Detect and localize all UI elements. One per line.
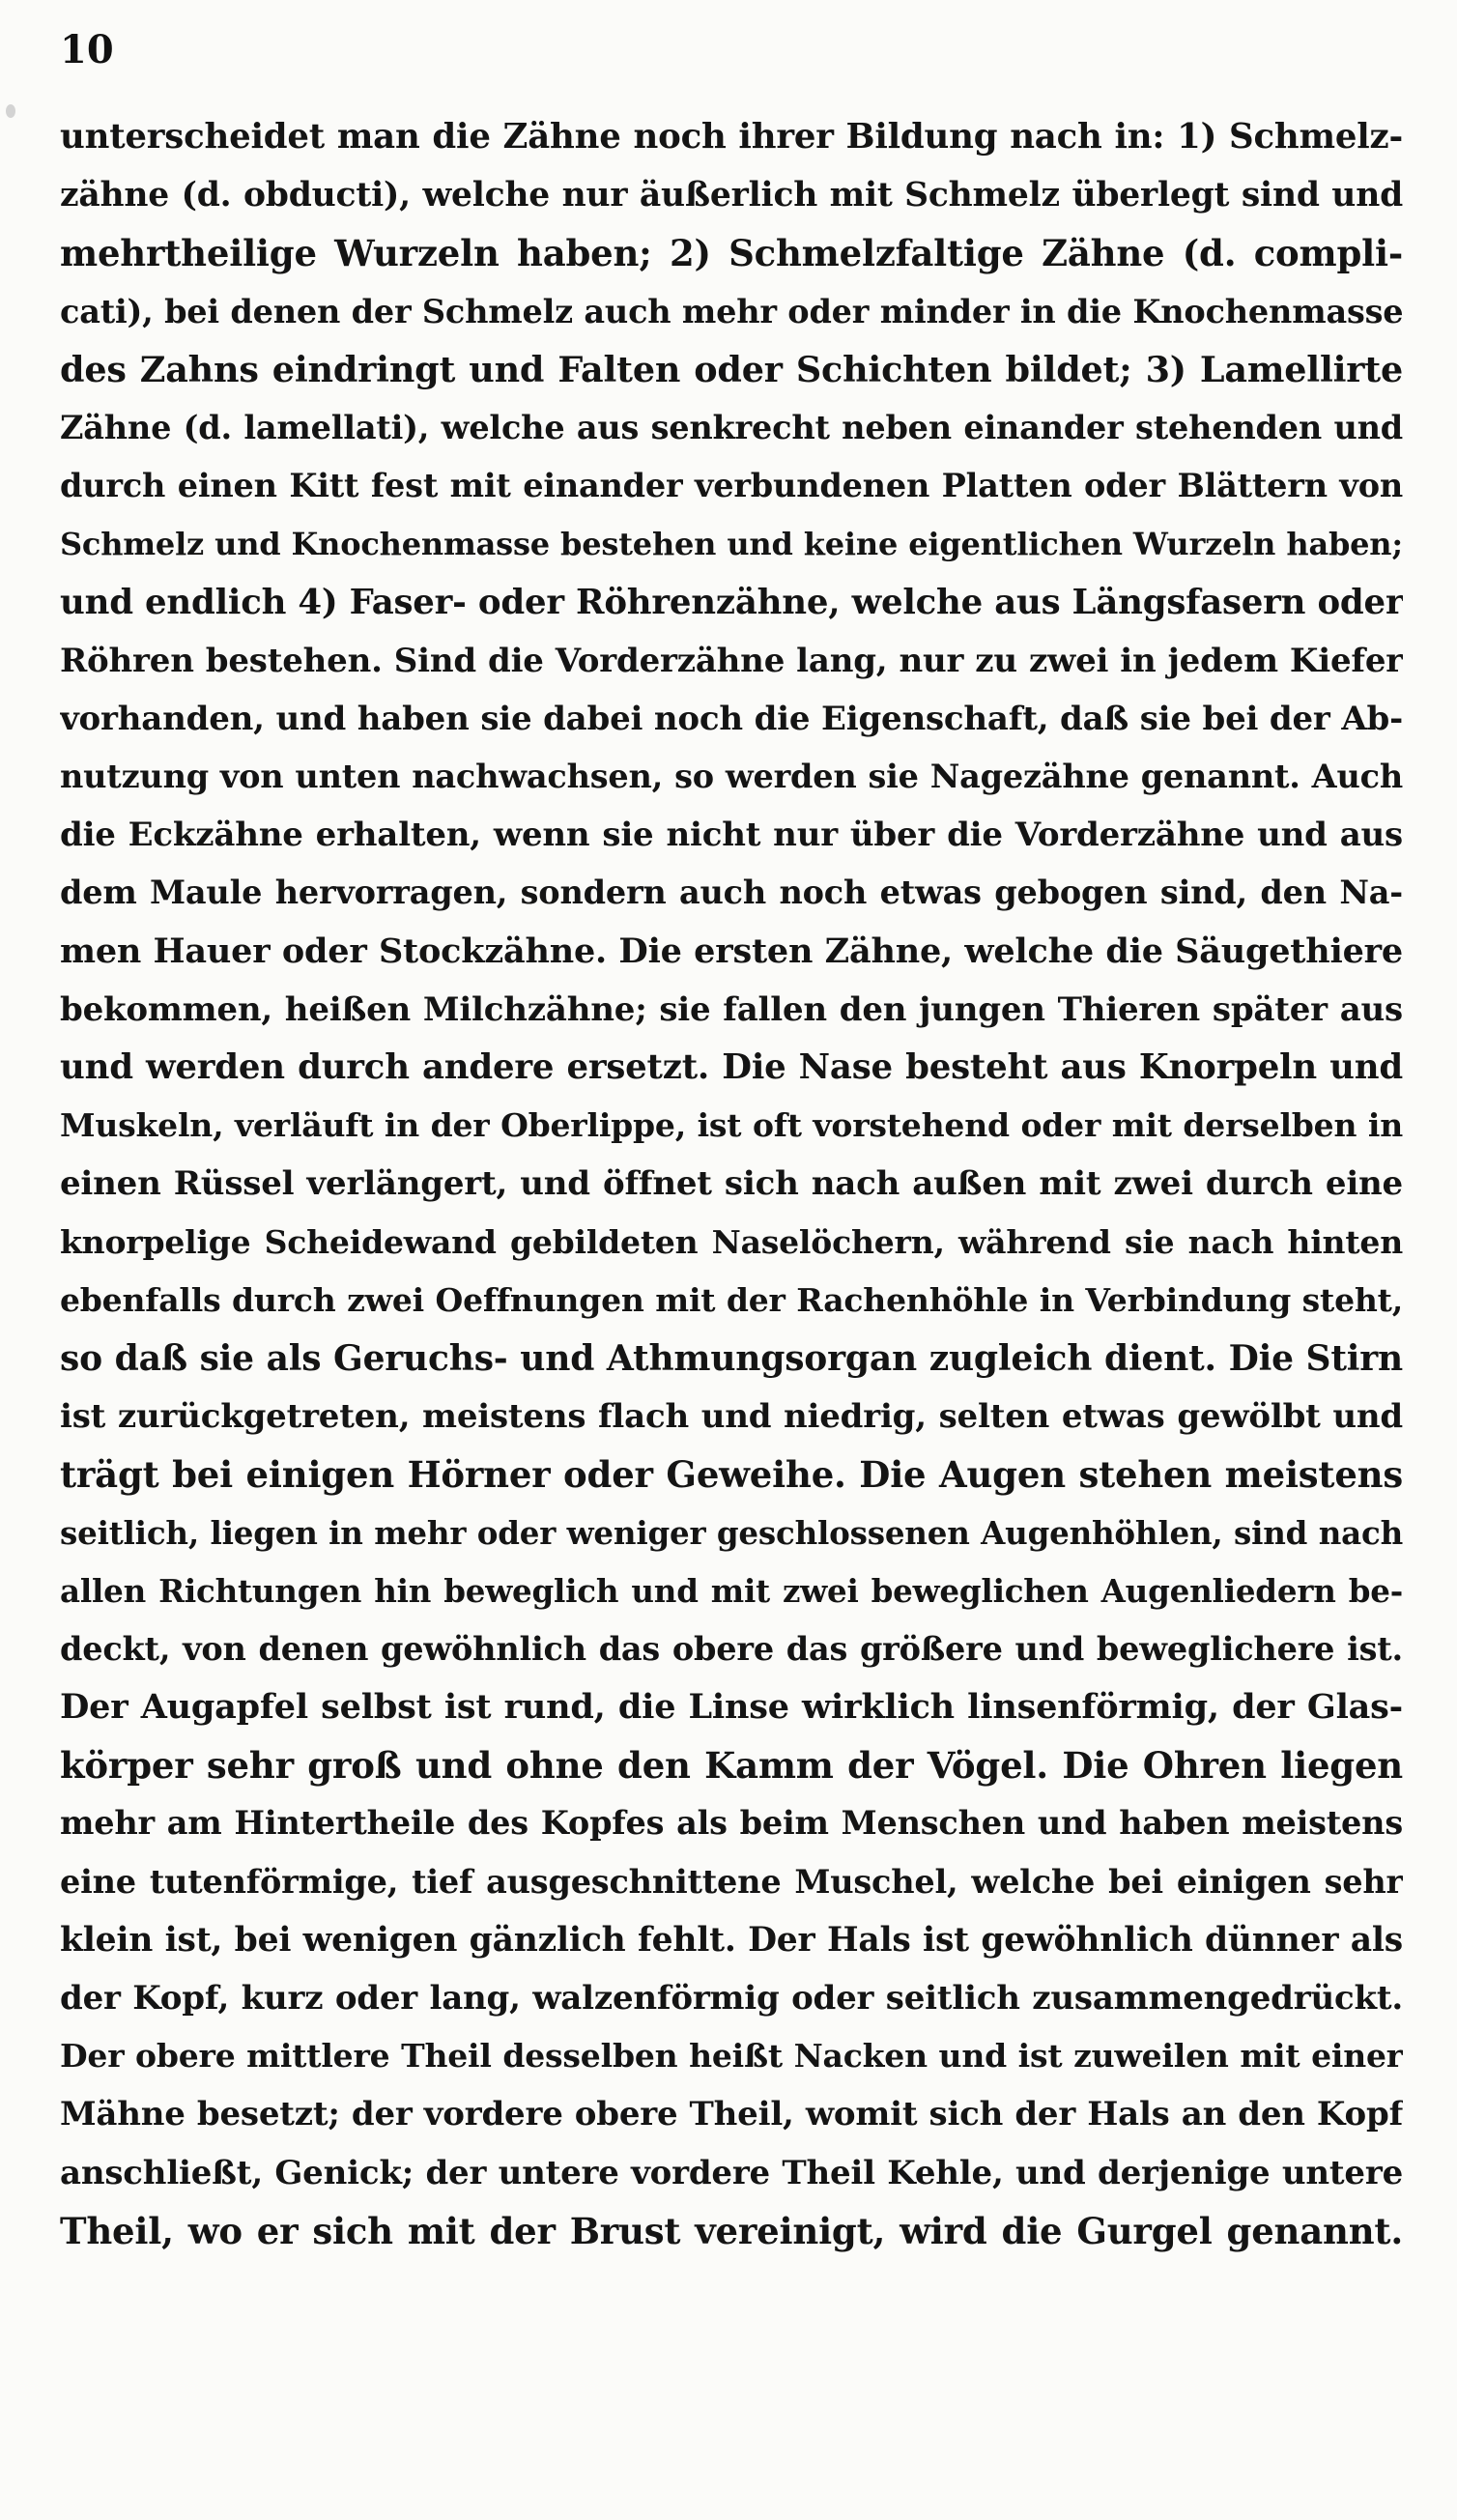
text-line: Zähne (d. lamellati), welche aus senkrecht neben einander stehenden und bbox=[60, 408, 1403, 446]
text-line: Theil, wo er sich mit der Brust vereinigt, wird die Gurgel genannt. bbox=[60, 2209, 1403, 2252]
text-line: trägt bei einigen Hörner oder Geweihe. Die Augen stehen meistens bbox=[60, 1453, 1403, 1497]
text-line: anschließt, Genick; der untere vordere Theil Kehle, und derjenige untere bbox=[60, 2153, 1403, 2192]
text-line: körper sehr groß und ohne den Kamm der Vögel. Die Ohren liegen bbox=[60, 1744, 1403, 1788]
text-line: klein ist, bei wenigen gänzlich fehlt. Der Hals ist gewöhnlich dünner als bbox=[60, 1920, 1403, 1960]
text-line: Röhren bestehen. Sind die Vorderzähne lang, nur zu zwei in jedem Kiefer bbox=[60, 641, 1403, 680]
text-line: ist zurückgetreten, meistens flach und niedrig, selten etwas gewölbt und bbox=[60, 1397, 1403, 1437]
text-line: eine tutenförmige, tief ausgeschnittene Muschel, welche bei einigen sehr bbox=[60, 1862, 1403, 1901]
text-line: mehr am Hintertheile des Kopfes als beim Menschen und haben meistens bbox=[60, 1804, 1403, 1843]
text-line: Mähne besetzt; der vordere obere Theil, womit sich der Hals an den Kopf bbox=[60, 2095, 1403, 2134]
text-line: einen Rüssel verlängert, und öffnet sich nach außen mit zwei durch eine bbox=[60, 1164, 1403, 1204]
text-line: und werden durch andere ersetzt. Die Nase besteht aus Knorpeln und bbox=[60, 1047, 1403, 1087]
text-line: Muskeln, verläuft in der Oberlippe, ist oft vorstehend oder mit derselben in bbox=[60, 1106, 1403, 1145]
text-line: allen Richtungen hin beweglich und mit zwei beweglichen Augenliedern be- bbox=[60, 1571, 1403, 1610]
text-line: men Hauer oder Stockzähne. Die ersten Zähne, welche die Säugethiere bbox=[60, 931, 1403, 971]
page-number: 10 bbox=[60, 27, 114, 72]
text-line: des Zahns eindringt und Falten oder Schichten bildet; 3) Lamellirte bbox=[60, 348, 1403, 390]
text-line: zähne (d. obducti), welche nur äußerlich mit Schmelz überlegt sind und bbox=[60, 176, 1403, 215]
text-line: die Eckzähne erhalten, wenn sie nicht nur über die Vorderzähne und aus bbox=[60, 816, 1403, 855]
text-line: Der Augapfel selbst ist rund, die Linse wirklich linsenförmig, der Glas- bbox=[60, 1687, 1403, 1728]
text-line: bekommen, heißen Milchzähne; sie fallen den jungen Thieren später aus bbox=[60, 989, 1403, 1029]
text-line: der Kopf, kurz oder lang, walzenförmig oder seitlich zusammengedrückt. bbox=[60, 1979, 1403, 2018]
text-line: ebenfalls durch zwei Oeffnungen mit der Rachenhöhle in Verbindung steht, bbox=[60, 1280, 1403, 1319]
body-text bbox=[60, 108, 1403, 2260]
text-line: durch einen Kitt fest mit einander verbundenen Platten oder Blättern von bbox=[60, 467, 1403, 505]
text-line: und endlich 4) Faser- oder Röhrenzähne, welche aus Längsfasern oder bbox=[60, 582, 1403, 622]
ink-smudge bbox=[6, 104, 15, 118]
text-line: Der obere mittlere Theil desselben heißt Nacken und ist zuweilen mit einer bbox=[60, 2037, 1403, 2076]
text-line: knorpelige Scheidewand gebildeten Naselöchern, während sie nach hinten bbox=[60, 1222, 1403, 1261]
text-line: Schmelz und Knochenmasse bestehen und keine eigentlichen Wurzeln haben; bbox=[60, 526, 1403, 563]
text-line: deckt, von denen gewöhnlich das obere das größere und beweglichere ist. bbox=[60, 1629, 1403, 1668]
text-line: dem Maule hervorragen, sondern auch noch etwas gebogen sind, den Na- bbox=[60, 873, 1403, 912]
text-line: so daß sie als Geruchs- und Athmungsorgan zugleich dient. Die Stirn bbox=[60, 1337, 1403, 1379]
text-line: cati), bei denen der Schmelz auch mehr oder minder in die Knochenmasse bbox=[60, 292, 1403, 330]
text-line: vorhanden, und haben sie dabei noch die Eigenschaft, daß sie bei der Ab- bbox=[60, 699, 1403, 738]
text-line: mehrtheilige Wurzeln haben; 2) Schmelzfaltige Zähne (d. compli- bbox=[60, 232, 1403, 275]
text-line: seitlich, liegen in mehr oder weniger geschlossenen Augenhöhlen, sind nach bbox=[60, 1513, 1403, 1552]
text-line: nutzung von unten nachwachsen, so werden sie Nagezähne genannt. Auch bbox=[60, 758, 1403, 796]
text-line: unterscheidet man die Zähne noch ihrer Bildung nach in: 1) Schmelz- bbox=[60, 117, 1403, 157]
